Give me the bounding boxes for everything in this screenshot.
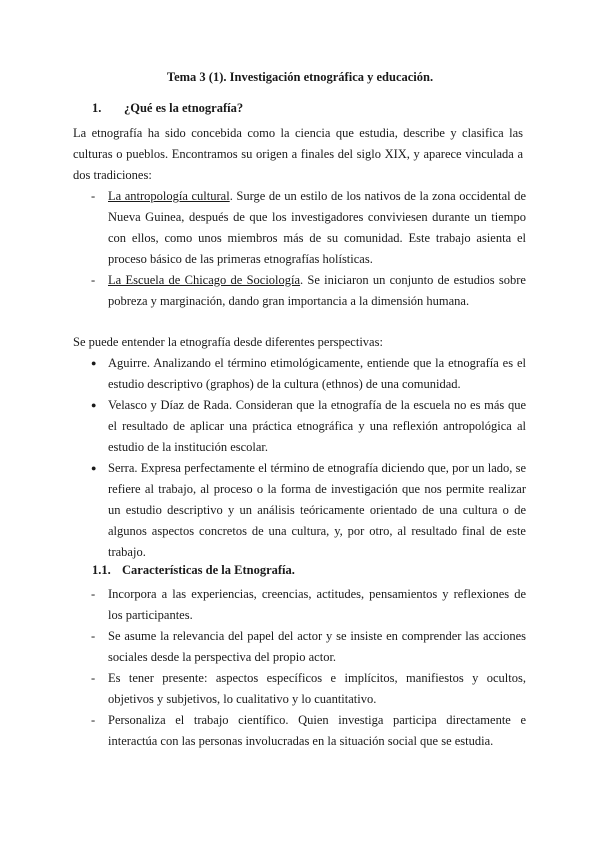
section-heading bbox=[92, 101, 243, 116]
dash-marker: - bbox=[91, 713, 96, 727]
tradition-text: . Se iniciaron un conjunto de estudios sobre pobreza y marginación, dando gran importancia a la dimensión humana. bbox=[108, 273, 526, 308]
tradition-text: . Surge de un estilo de los nativos de la zona occidental de Nueva Guinea, después de que los investigadores conviviesen durante un tiempo con ellos, como unos miembros más de su comunidad. Este trabajo asienta el proceso básico de las primeras etnografías holísticas. bbox=[108, 189, 527, 266]
perspective-text: Velasco y Díaz de Rada. Consideran que la etnografía de la escuela no es más que el resultado de aplicar una práctica etnográfica y una reflexión antropológica al estudio de la institución escolar. bbox=[108, 398, 526, 454]
characteristic-text: Personaliza el trabajo científico. Quien investiga participa directamente e interactúa con las personas involucradas en la situación social que se estudia. bbox=[108, 713, 526, 748]
characteristic-text: Se asume la relevancia del papel del actor y se insiste en comprender las acciones sociales desde la perspectiva del propio actor. bbox=[108, 629, 526, 664]
list-item bbox=[91, 186, 531, 266]
dash-marker: - bbox=[91, 587, 96, 601]
perspective-text: Serra. Expresa perfectamente el término de etnografía diciendo que, por un lado, se refiere al trabajo, al proceso o la forma de investigación que nos permite realizar un estudio descriptivo y un análisis teóricamente orientado de una cultura o de algunos aspectos concretos de una cultura, y, por otro, al resultado final de este trabajo. bbox=[108, 461, 526, 559]
subsection-heading bbox=[92, 563, 295, 578]
intro-paragraph: La etnografía ha sido concebida como la ciencia que estudia, describe y clasifica las culturas o pueblos. Encontramos su origen a finales del siglo XIX, y aparece vinculada a dos tradiciones: bbox=[73, 126, 523, 182]
tradition-name: La antropología cultural bbox=[108, 189, 230, 203]
section-title: ¿Qué es la etnografía? bbox=[124, 101, 244, 115]
dash-marker: - bbox=[91, 629, 96, 643]
list-item bbox=[91, 270, 531, 312]
page-title: Tema 3 (1). Investigación etnográfica y educación. bbox=[166, 70, 434, 84]
characteristic-text: Es tener presente: aspectos específicos e implícitos, manifiestos y ocultos, objetivos y subjetivos, lo cualitativo y lo cuantitativo. bbox=[108, 671, 526, 706]
perspective-text: Aguirre. Analizando el término etimológicamente, entiende que la etnografía es el estudio descriptivo (graphos) de la cultura (ethnos) de una comunidad. bbox=[108, 356, 526, 391]
characteristic-text: Incorpora a las experiencias, creencias, actitudes, pensamientos y reflexiones de los participantes. bbox=[108, 587, 526, 622]
perspectives-intro: Se puede entender la etnografía desde diferentes perspectivas: bbox=[73, 335, 383, 349]
dash-marker: - bbox=[91, 189, 96, 203]
dash-marker: - bbox=[91, 273, 96, 287]
tradition-name: La Escuela de Chicago de Sociología bbox=[108, 273, 301, 287]
dash-marker: - bbox=[91, 671, 96, 685]
section-number: 1. bbox=[92, 101, 102, 115]
bullet-marker: ● bbox=[91, 463, 97, 473]
subsection-title: Características de la Etnografía. bbox=[122, 563, 295, 577]
bullet-marker: ● bbox=[91, 358, 97, 368]
bullet-marker: ● bbox=[91, 400, 97, 410]
subsection-number: 1.1. bbox=[92, 563, 111, 577]
